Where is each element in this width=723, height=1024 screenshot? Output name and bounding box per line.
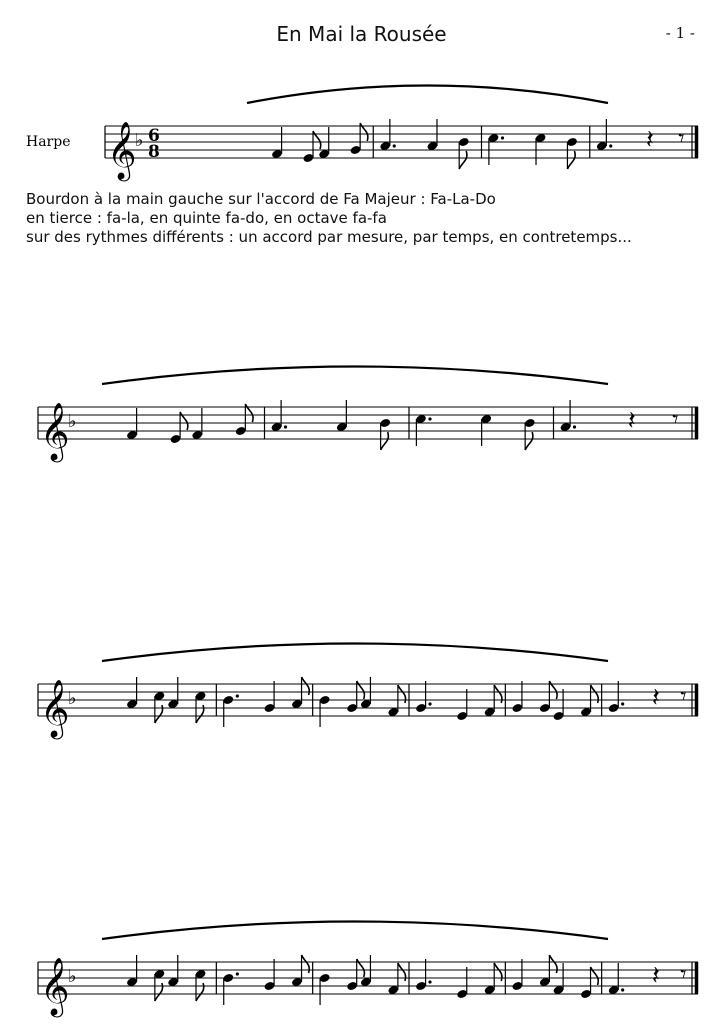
instrument-label: Harpe [26,134,71,150]
flat-icon: ♭ [135,130,144,151]
augmentation-dot [236,972,239,975]
quarter-rest-icon: 𝄽 [651,961,660,991]
time-signature-denominator: 8 [148,142,160,162]
treble-clef-icon: 𝄞 [40,957,70,1015]
treble-clef-icon: 𝄞 [40,679,70,737]
eighth-rest-icon: 𝄾 [680,682,687,710]
flat-icon: ♭ [68,411,77,432]
flat-icon: ♭ [68,688,77,709]
quarter-rest-icon: 𝄽 [651,683,660,713]
eighth-rest-icon: 𝄾 [672,405,679,433]
instruction-line: Bourdon à la main gauche sur l'accord de Fa Majeur : Fa-La-Do [26,190,496,208]
phrase-slur [102,922,608,940]
instruction-line: en tierce : fa-la, en quinte fa-do, en octave fa-fa [26,209,387,227]
page-number: - 1 - [665,24,695,42]
page-title: En Mai la Rousée [276,22,447,46]
eighth-rest-icon: 𝄾 [678,124,685,152]
eighth-rest-icon: 𝄾 [680,960,687,988]
flat-icon: ♭ [68,966,77,987]
time-signature-numerator: 6 [148,126,160,146]
augmentation-dot [621,988,624,991]
treble-clef-icon: 𝄞 [40,402,70,460]
augmentation-dot [428,980,431,983]
instruction-line: sur des rythmes différents : un accord par mesure, par temps, en contretemps... [26,228,632,246]
treble-clef-icon: 𝄞 [107,121,137,179]
quarter-rest-icon: 𝄽 [645,125,654,155]
quarter-rest-icon: 𝄽 [627,406,636,436]
